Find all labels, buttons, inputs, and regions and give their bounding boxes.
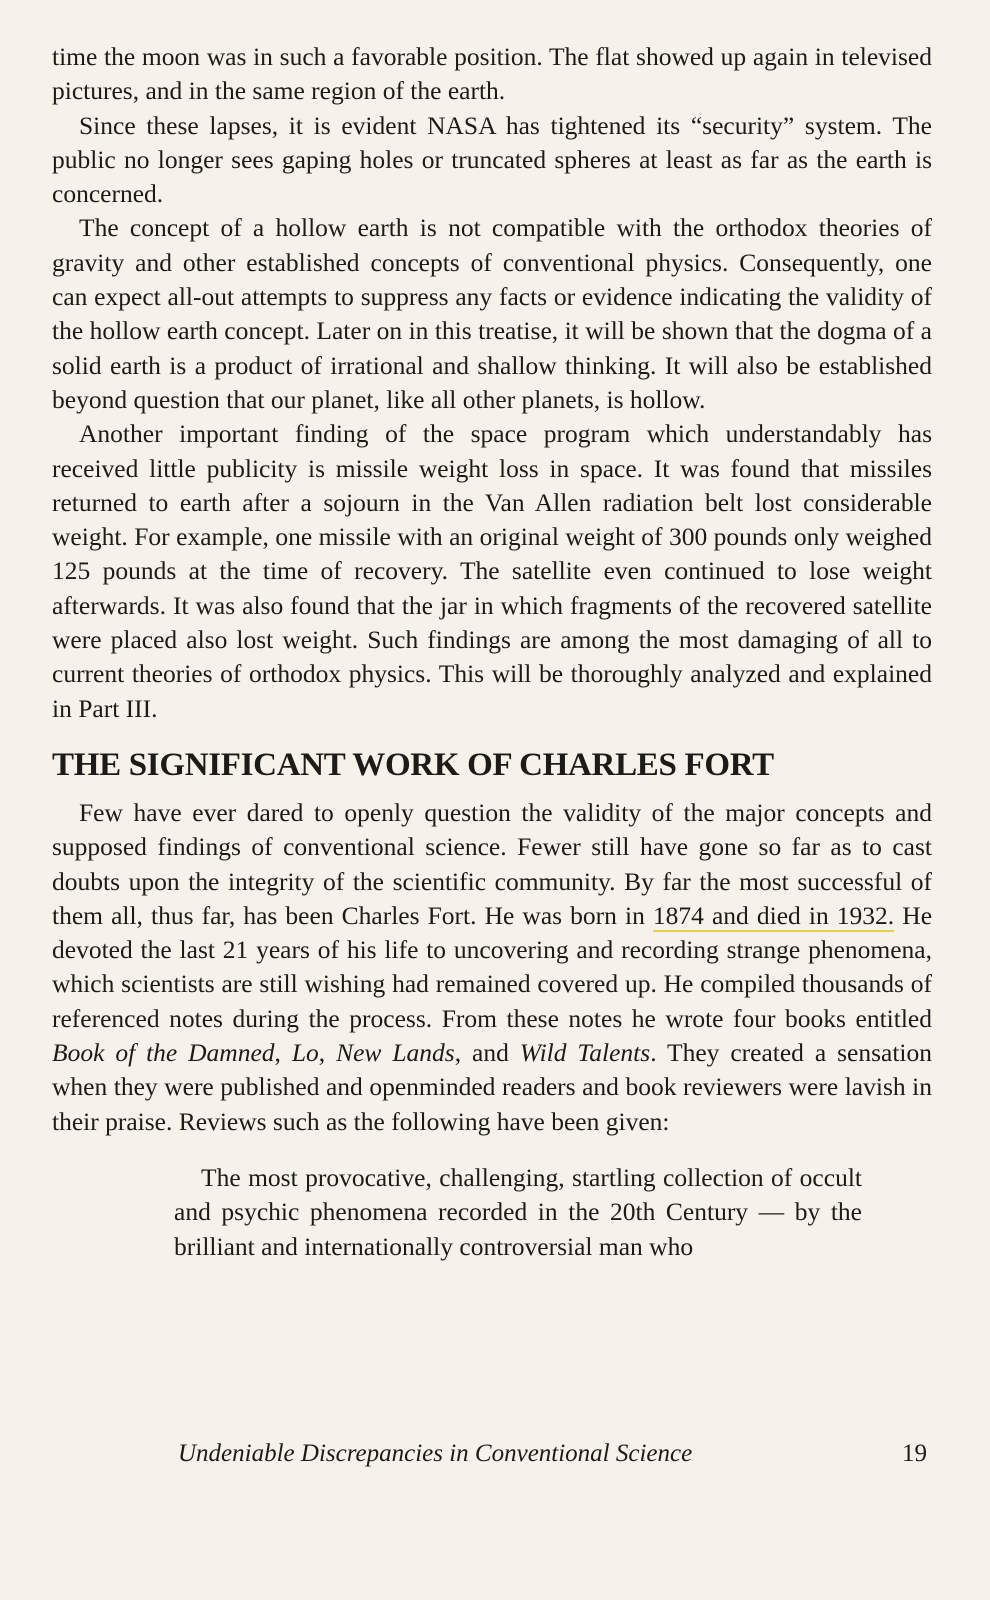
fort-text-part-3: . They created a sensation when they were published and openminded readers and book reviewers were lavish in their praise. Reviews such as the following have been given: bbox=[52, 1038, 932, 1136]
highlighted-dates: 1874 and died in 1932. bbox=[652, 900, 895, 930]
section-heading: THE SIGNIFICANT WORK OF CHARLES FORT bbox=[52, 746, 774, 783]
fort-text-part-1: Few have ever dared to openly question the validity of the major concepts and supposed findings of conventional science. Fewer still have gone so far as to cast doubts upon the integrity of the scientific community. By far the most successful of them all, thus far, has been Charles Fort. He was born in bbox=[52, 797, 932, 930]
page-number: 19 bbox=[902, 1440, 927, 1467]
book-separator-3: , and bbox=[454, 1038, 520, 1068]
book-separator-2: , bbox=[318, 1038, 337, 1068]
running-footer-title: Undeniable Discrepancies in Conventional Science bbox=[178, 1440, 693, 1467]
paragraph-charles-fort bbox=[52, 796, 932, 1139]
paragraph-2: Since these lapses, it is evident NASA has tightened its “security” system. The public no longer sees gaping holes or truncated spheres at least as far as the earth is concerned. bbox=[52, 110, 932, 209]
book-title-4: Wild Talents bbox=[519, 1038, 651, 1068]
book-title-1: Book of the Damned bbox=[52, 1038, 275, 1068]
paragraph-1: time the moon was in such a favorable position. The flat showed up again in televised pictures, and in the same region of the earth. bbox=[52, 42, 932, 106]
fort-text-part-2: He devoted the last 21 years of his life to uncovering and recording strange phenomena, which scientists are still wishing had remained covered up. He compiled thousands of referenced notes during the process. From these notes he wrote four books entitled bbox=[52, 900, 933, 1033]
book-title-3: New Lands bbox=[336, 1038, 455, 1068]
paragraph-4: Another important finding of the space program which understandably has received little publicity is missile weight loss in space. It was found that missiles returned to earth after a sojourn in the Van Allen radiation belt lost considerable weight. For example, one missile with an original weight of 300 pounds only weighed 125 pounds at the time of recovery. The satellite even continued to lose weight afterwards. It was also found that the jar in which fragments of the recovered satellite were placed also lost weight. Such findings are among the most damaging of all to current theories of orthodox physics. This will be thoroughly analyzed and explained in Part III. bbox=[52, 419, 932, 723]
block-quote: The most provocative, challenging, startling collection of occult and psychic phenomena recorded in the 20th Century — by the brilliant and internationally controversial man who bbox=[174, 1162, 862, 1261]
paragraph-3: The concept of a hollow earth is not compatible with the orthodox theories of gravity and other established concepts of conventional physics. Consequently, one can expect all-out attempts to suppress any facts or evidence indicating the validity of the hollow earth concept. Later on in this treatise, it will be shown that the dogma of a solid earth is a product of irrational and shallow thinking. It will also be established beyond question that our planet, like all other planets, is hollow. bbox=[52, 213, 932, 414]
book-title-2: Lo bbox=[291, 1038, 319, 1068]
book-separator-1: , bbox=[274, 1038, 292, 1068]
page-footer bbox=[0, 1440, 990, 1480]
